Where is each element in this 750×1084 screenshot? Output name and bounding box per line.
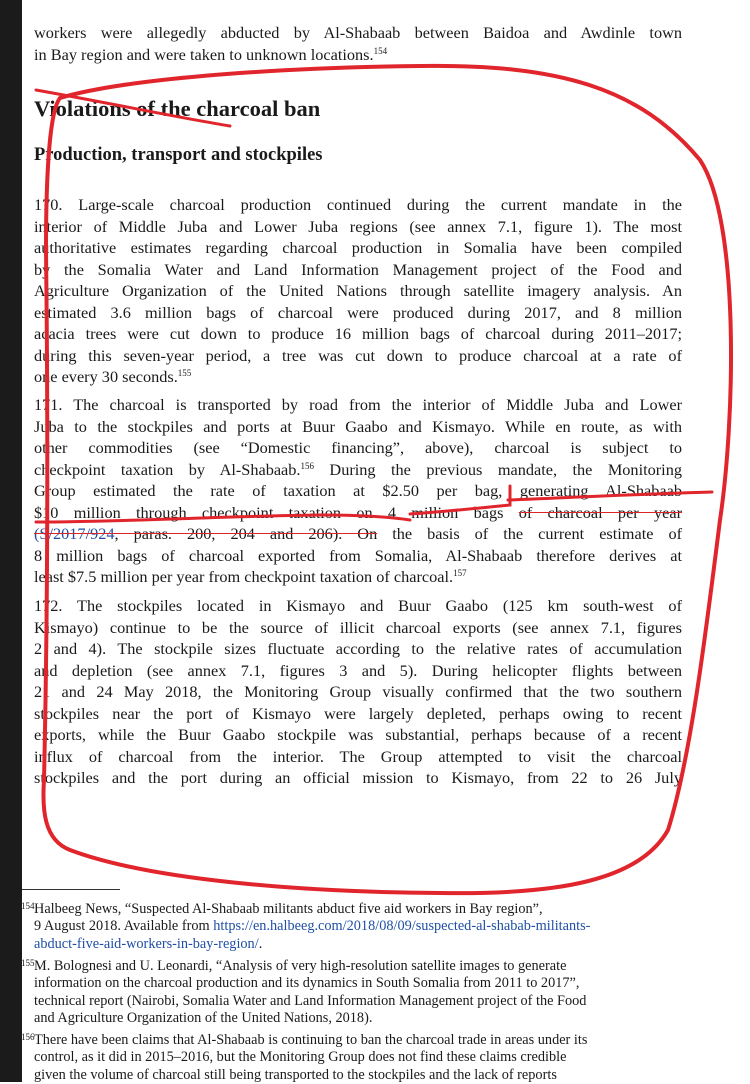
text-line: checkpoint taxation by Al-Shabaab.$^{156}$ During the previous mandate, the Monitoring <box>34 459 682 479</box>
footnote-ref: 156 <box>300 460 314 471</box>
footnote-link[interactable]: abduct-five-aid-workers-in-bay-region/ <box>34 935 259 952</box>
footnote-number: 154 <box>21 901 35 911</box>
footnote-ref: 154 <box>373 45 388 56</box>
footnote-156 <box>21 1032 680 1084</box>
text-line: M. Bolognesi and U. Leonardi, “Analysis of very high-resolution satellite images to generate <box>34 958 567 974</box>
text-line: Halbeeg News, “Suspected Al-Shabaab militants abduct five aid workers in Bay region”, <box>34 901 543 917</box>
text-line: Juba to the stockpiles and ports at Buur Gaabo and Kismayo. While en route, as with <box>34 416 682 436</box>
footnote-number: 155 <box>21 958 35 968</box>
text-line: Agriculture Organization of the United Nations through satellite imagery analysis. An <box>34 281 682 300</box>
text-line: control, as it did in 2015–2016, but the Monitoring Group does not find these claims credible <box>34 1049 567 1066</box>
text-line: other commodities (see “Domestic financing”, above), charcoal is subject to <box>34 438 682 457</box>
text-line: Kismayo) continue to be the source of illicit charcoal exports (see annex 7.1, figures <box>34 617 682 637</box>
struck-text: , paras. 200, 204 and 206). On <box>114 524 378 543</box>
text-line: 171. The charcoal is transported by road from the interior of Middle Juba and Lower <box>34 395 682 414</box>
section-heading: Violations of the charcoal ban <box>34 96 321 121</box>
text-line: and Agriculture Organization of the United Nations, 2018). <box>34 1009 373 1026</box>
text-line: 172. The stockpiles located in Kismayo and Buur Gaabo (125 km south-west of <box>34 596 682 615</box>
text-line: by the Somalia Water and Land Information Management project of the Food and <box>34 259 682 279</box>
text-line: 8 million bags of charcoal exported from Somalia, Al-Shabaab therefore derives at <box>34 545 682 565</box>
text-line: abduct-five-aid-workers-in-bay-region/. <box>34 935 263 952</box>
struck-text: of charcoal per year <box>518 502 683 522</box>
footnote-155 <box>21 958 680 1027</box>
text-line: given the volume of charcoal still being transported to the stockpiles and the lack of reports <box>34 1066 557 1083</box>
text-line: technical report (Nairobi, Somalia Water and Land Information Management project of the Food <box>34 992 587 1009</box>
text-line: Group estimated the rate of taxation at $2.50 per bag, generating Al-Shabaab <box>34 481 682 500</box>
text-line: one every 30 seconds.$^{155}$ <box>34 367 192 386</box>
text-line: stockpiles and the port during an official mission to Kismayo, from 22 to 26 July <box>34 768 682 787</box>
left-dark-border <box>0 0 22 1082</box>
footnote-number: 156 <box>21 1032 35 1042</box>
text-line: 9 August 2018. Available from https://en.halbeeg.com/2018/08/09/suspected-al-shabab-militants- <box>34 918 591 935</box>
subsection-heading: Production, transport and stockpiles <box>34 145 323 165</box>
text-line: $10 million through checkpoint taxation on 4 million bags of charcoal per year <box>34 502 683 522</box>
footnote-ref: 157 <box>453 568 467 578</box>
text-line: 2 and 4). The stockpile sizes fluctuate according to the relative rates of accumulation <box>34 639 682 658</box>
text-line: acacia trees were cut down to produce 16 million bags of charcoal during 2011–2017; <box>34 324 682 343</box>
text-line: estimated 3.6 million bags of charcoal were produced during 2017, and 8 million <box>34 302 682 322</box>
text-line: workers were allegedly abducted by Al-Shabaab between Baidoa and Awdinle town <box>34 23 682 42</box>
text-line: and depletion (see annex 7.1, figures 3 and 5). During helicopter flights between <box>34 660 682 680</box>
text-line: during this seven-year period, a tree was cut down to produce charcoal at a rate of <box>34 345 682 365</box>
text-line: (S/2017/924, paras. 200, 204 and 206). On the basis of the current estimate of <box>34 524 682 543</box>
text-line: influx of charcoal from the interior. The Group attempted to visit the charcoal <box>34 746 682 766</box>
text-line: 170. Large-scale charcoal production continued during the current mandate in the <box>34 195 682 214</box>
footnote-link[interactable]: https://en.halbeeg.com/2018/08/09/suspected-al-shabab-militants- <box>213 918 591 935</box>
paragraph-172 <box>34 595 682 789</box>
text-line: in Bay region and were taken to unknown locations.$^{154}$ <box>34 44 388 64</box>
document-link[interactable]: (S/2017/924 <box>34 524 115 543</box>
text-line: There have been claims that Al-Shabaab is continuing to ban the charcoal trade in areas under its <box>34 1032 588 1048</box>
text-line: interior of Middle Juba and Lower Juba regions (see annex 7.1, figure 1). The most <box>34 216 682 236</box>
text-line: stockpiles near the port of Kismayo were largely depleted, perhaps owing to recent <box>34 703 682 723</box>
paragraph-170 <box>34 194 682 388</box>
paragraph-171 <box>34 394 682 588</box>
footnote-ref: 155 <box>177 368 192 378</box>
top-paragraph <box>34 22 682 65</box>
text-line: least $7.5 million per year from checkpoint taxation of charcoal.$^{157}$ <box>34 567 467 586</box>
footnote-154 <box>21 901 680 953</box>
text-line: authoritative estimates regarding charcoal production in Somalia have been compiled <box>34 238 682 257</box>
text-line: exports, while the Buur Gaabo stockpile was substantial, perhaps because of a recent <box>34 725 682 744</box>
footnote-separator <box>22 889 120 890</box>
text-line: 21 and 24 May 2018, the Monitoring Group visually confirmed that the two southern <box>34 682 682 701</box>
text-line: information on the charcoal production and its dynamics in South Somalia from 2011 to 2017”, <box>34 975 580 992</box>
